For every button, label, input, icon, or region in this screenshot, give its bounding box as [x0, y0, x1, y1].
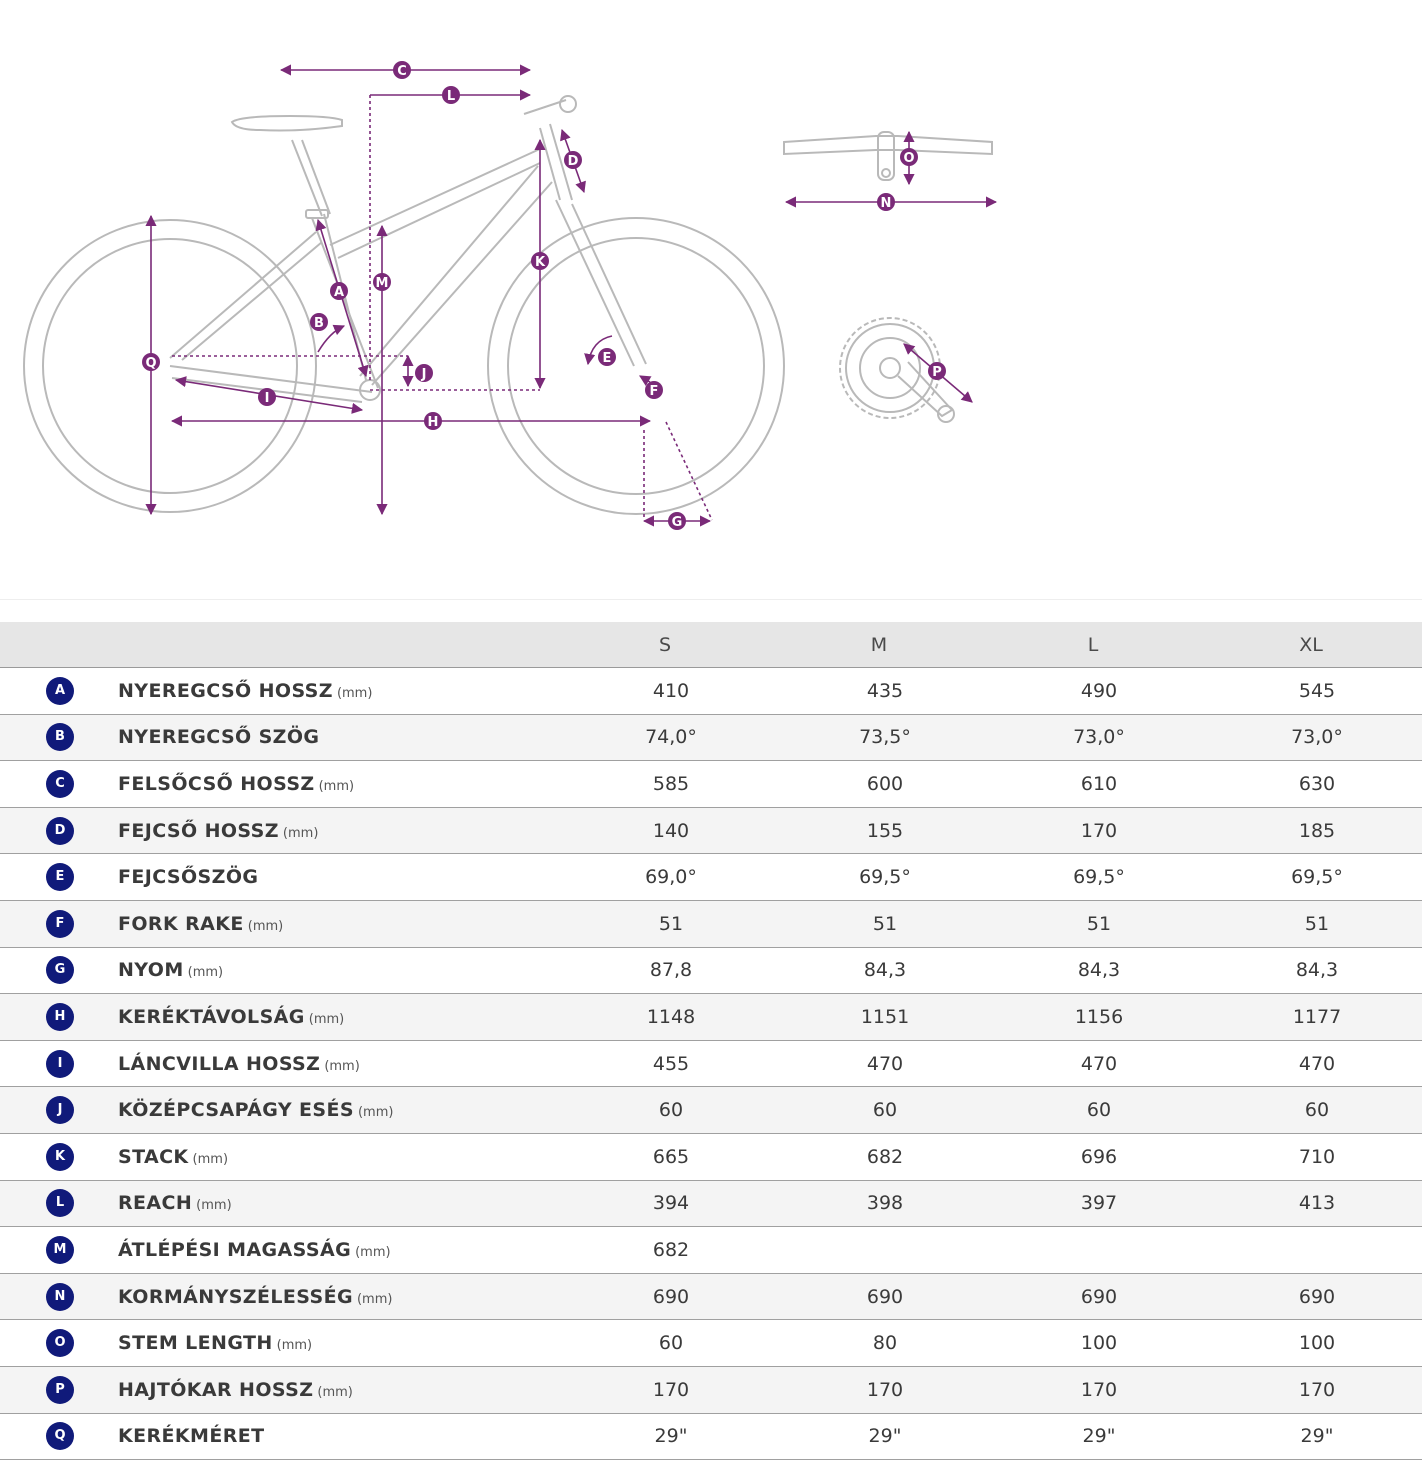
row-unit: (mm)	[276, 1338, 313, 1354]
row-code-badge: L	[46, 1189, 74, 1217]
value-cell-xl	[1200, 1320, 1422, 1367]
value-cell-l	[986, 1273, 1200, 1320]
row-name: NYEREGCSŐ SZÖG	[118, 726, 320, 749]
value-text: 69,0°	[645, 866, 697, 889]
row-code-badge: I	[46, 1050, 74, 1078]
value-text: 394	[652, 1192, 690, 1215]
row-name: KÖZÉPCSAPÁGY ESÉS	[118, 1099, 354, 1122]
value-text: 29"	[654, 1425, 688, 1448]
value-cell-s	[558, 668, 772, 715]
row-code-badge: P	[46, 1376, 74, 1404]
row-code-badge: M	[46, 1236, 74, 1264]
svg-text:C: C	[397, 64, 407, 79]
geometry-row	[0, 807, 1422, 854]
geometry-row	[0, 900, 1422, 947]
marker-k	[531, 252, 549, 270]
value-cell-xl	[1200, 1087, 1422, 1134]
value-cell-xl	[1200, 714, 1422, 761]
row-name-cell	[118, 1227, 558, 1274]
marker-f	[645, 381, 663, 399]
value-text: 60	[872, 1099, 898, 1122]
row-name-cell	[118, 1133, 558, 1180]
marker-o	[900, 148, 918, 166]
value-text: 690	[866, 1285, 904, 1308]
row-badge-cell	[0, 1133, 118, 1180]
row-name: KORMÁNYSZÉLESSÉG	[118, 1285, 353, 1308]
geometry-row	[0, 994, 1422, 1041]
value-cell-xl	[1200, 994, 1422, 1041]
row-name: FEJCSŐSZÖG	[118, 866, 259, 889]
row-unit: (mm)	[318, 778, 355, 794]
marker-b	[310, 313, 328, 331]
row-name-cell	[118, 761, 558, 808]
value-cell-xl	[1200, 1227, 1422, 1274]
value-cell-l	[986, 1180, 1200, 1227]
row-code-badge: N	[46, 1283, 74, 1311]
row-unit: (mm)	[356, 1291, 393, 1307]
row-name: NYOM	[118, 959, 184, 982]
value-text: 1156	[1074, 1005, 1124, 1028]
marker-h	[424, 412, 442, 430]
value-text: 696	[1080, 1145, 1118, 1168]
row-name: STACK	[118, 1145, 189, 1168]
value-text: 1177	[1292, 1005, 1342, 1028]
value-cell-xl	[1200, 1366, 1422, 1413]
row-name-cell	[118, 854, 558, 901]
geometry-row	[0, 947, 1422, 994]
value-cell-l	[986, 900, 1200, 947]
svg-text:I: I	[264, 391, 270, 406]
value-text: 585	[652, 772, 690, 795]
front-rim	[508, 238, 764, 494]
value-cell-xl	[1200, 1040, 1422, 1087]
size-header-xl: XL	[1200, 622, 1422, 668]
value-text: 69,5°	[1291, 866, 1343, 889]
row-badge-cell	[0, 1180, 118, 1227]
row-name: STEM LENGTH	[118, 1332, 273, 1355]
value-cell-l	[986, 1087, 1200, 1134]
row-code-badge: B	[46, 723, 74, 751]
value-text: 1148	[646, 1005, 696, 1028]
row-code-badge: K	[46, 1143, 74, 1171]
svg-text:N: N	[880, 196, 892, 211]
line-g-ref2	[666, 422, 712, 520]
value-cell-s	[558, 947, 772, 994]
value-text: 682	[866, 1145, 904, 1168]
row-badge-cell	[0, 1087, 118, 1134]
svg-text:Q: Q	[145, 356, 157, 371]
row-name: ÁTLÉPÉSI MAGASSÁG	[118, 1238, 352, 1261]
row-unit: (mm)	[192, 1151, 229, 1167]
marker-d	[564, 151, 582, 169]
saddle	[232, 116, 342, 131]
value-text: 60	[1304, 1099, 1330, 1122]
value-cell-xl	[1200, 1413, 1422, 1460]
row-unit: (mm)	[187, 965, 224, 981]
row-badge-cell	[0, 1413, 118, 1460]
geometry-row	[0, 1413, 1422, 1460]
value-cell-m	[772, 714, 986, 761]
row-badge-cell	[0, 854, 118, 901]
marker-a	[330, 282, 348, 300]
value-text: 610	[1080, 772, 1118, 795]
value-text: 84,3	[1295, 959, 1339, 982]
value-text: 60	[1086, 1099, 1112, 1122]
value-cell-m	[772, 1413, 986, 1460]
row-code-badge: G	[46, 956, 74, 984]
marker-i	[258, 388, 276, 406]
row-name-cell	[118, 807, 558, 854]
value-cell-m	[772, 1040, 986, 1087]
value-text: 84,3	[863, 959, 907, 982]
value-text: 73,0°	[1291, 726, 1343, 749]
value-text: 73,0°	[1073, 726, 1125, 749]
svg-text:H: H	[427, 415, 439, 430]
row-name: FELSŐCSŐ HOSSZ	[118, 772, 315, 795]
value-text: 690	[1080, 1285, 1118, 1308]
bike-outline	[24, 96, 784, 514]
row-name: KERÉKMÉRET	[118, 1425, 265, 1448]
marker-j	[415, 364, 433, 382]
value-text: 435	[866, 679, 904, 702]
header-spacer	[0, 622, 118, 668]
row-code-badge: Q	[46, 1422, 74, 1450]
value-text: 60	[658, 1099, 684, 1122]
value-text: 100	[1298, 1332, 1336, 1355]
value-text: 413	[1298, 1192, 1336, 1215]
row-code-badge: E	[46, 863, 74, 891]
value-cell-s	[558, 1040, 772, 1087]
value-cell-m	[772, 1227, 986, 1274]
value-text: 170	[1080, 819, 1118, 842]
row-code-badge: A	[46, 677, 74, 705]
svg-text:G: G	[671, 515, 683, 530]
svg-text:O: O	[903, 151, 915, 166]
value-text: 665	[652, 1145, 690, 1168]
geometry-row	[0, 714, 1422, 761]
row-badge-cell	[0, 668, 118, 715]
row-name-cell	[118, 1180, 558, 1227]
row-unit: (mm)	[247, 918, 284, 934]
row-badge-cell	[0, 807, 118, 854]
value-cell-l	[986, 761, 1200, 808]
size-header-row	[0, 622, 1422, 668]
row-badge-cell	[0, 1366, 118, 1413]
value-text: 690	[652, 1285, 690, 1308]
geometry-row	[0, 1133, 1422, 1180]
value-cell-xl	[1200, 1133, 1422, 1180]
marker-m	[373, 273, 391, 291]
row-name-cell	[118, 1366, 558, 1413]
svg-text:B: B	[314, 316, 324, 331]
value-cell-l	[986, 1227, 1200, 1274]
row-name: HAJTÓKAR HOSSZ	[118, 1378, 314, 1401]
row-code-badge: D	[46, 817, 74, 845]
row-name-cell	[118, 994, 558, 1041]
geometry-row	[0, 668, 1422, 715]
value-text: 80	[872, 1332, 898, 1355]
value-text: 51	[1086, 912, 1112, 935]
head-tube	[540, 128, 560, 200]
value-cell-xl	[1200, 807, 1422, 854]
marker-e	[598, 348, 616, 366]
value-text: 470	[1080, 1052, 1118, 1075]
value-cell-s	[558, 1366, 772, 1413]
value-cell-s	[558, 854, 772, 901]
row-name: FEJCSŐ HOSSZ	[118, 819, 279, 842]
row-badge-cell	[0, 900, 118, 947]
svg-text:M: M	[375, 276, 389, 291]
value-cell-l	[986, 1040, 1200, 1087]
value-cell-s	[558, 1227, 772, 1274]
value-cell-s	[558, 714, 772, 761]
geometry-table	[0, 622, 1422, 1460]
value-cell-s	[558, 994, 772, 1041]
header-spacer-name	[118, 622, 558, 668]
value-cell-m	[772, 900, 986, 947]
line-f	[640, 376, 650, 382]
value-text: 51	[658, 912, 684, 935]
value-text: 470	[1298, 1052, 1336, 1075]
geometry-row	[0, 1087, 1422, 1134]
row-name-cell	[118, 947, 558, 994]
geometry-row	[0, 1273, 1422, 1320]
value-cell-m	[772, 668, 986, 715]
row-name: LÁNCVILLA HOSSZ	[118, 1052, 321, 1075]
value-cell-xl	[1200, 668, 1422, 715]
row-badge-cell	[0, 1227, 118, 1274]
value-cell-m	[772, 1180, 986, 1227]
fork-blade	[556, 200, 634, 366]
handlebar-topview	[784, 132, 992, 180]
value-text: 545	[1298, 679, 1336, 702]
chainstay	[170, 366, 372, 392]
row-name-cell	[118, 1413, 558, 1460]
value-text: 170	[1080, 1378, 1118, 1401]
value-cell-s	[558, 1413, 772, 1460]
row-badge-cell	[0, 1273, 118, 1320]
value-cell-s	[558, 807, 772, 854]
value-cell-xl	[1200, 854, 1422, 901]
value-text: 490	[1080, 679, 1118, 702]
value-text: 73,5°	[859, 726, 911, 749]
svg-text:E: E	[602, 351, 612, 366]
row-name: REACH	[118, 1192, 193, 1215]
fork-blade-inner	[572, 204, 646, 364]
value-cell-xl	[1200, 947, 1422, 994]
row-unit: (mm)	[282, 825, 319, 841]
value-cell-s	[558, 1087, 772, 1134]
value-text: 455	[652, 1052, 690, 1075]
value-text: 470	[866, 1052, 904, 1075]
row-name: NYEREGCSŐ HOSSZ	[118, 679, 333, 702]
geometry-row	[0, 761, 1422, 808]
value-cell-m	[772, 947, 986, 994]
value-cell-xl	[1200, 1273, 1422, 1320]
value-cell-m	[772, 1133, 986, 1180]
measure-lines	[151, 70, 996, 521]
top-tube-inner	[338, 163, 540, 258]
value-text: 84,3	[1077, 959, 1121, 982]
row-unit: (mm)	[336, 685, 373, 701]
svg-text:F: F	[649, 384, 659, 399]
row-name-cell	[118, 714, 558, 761]
row-name-cell	[118, 900, 558, 947]
value-cell-l	[986, 994, 1200, 1041]
value-text: 170	[1298, 1378, 1336, 1401]
handlebar-end	[560, 96, 576, 112]
marker-g	[668, 512, 686, 530]
row-unit: (mm)	[357, 1105, 394, 1121]
value-cell-l	[986, 1133, 1200, 1180]
value-text: 170	[866, 1378, 904, 1401]
value-text: 155	[866, 819, 904, 842]
size-header-s: S	[558, 622, 772, 668]
row-unit: (mm)	[317, 1384, 353, 1400]
value-text: 1151	[860, 1005, 910, 1028]
size-header-l: L	[986, 622, 1200, 668]
value-text: 74,0°	[645, 726, 697, 749]
value-text: 69,5°	[859, 866, 911, 889]
value-text: 710	[1298, 1145, 1336, 1168]
value-text: 410	[652, 679, 690, 702]
value-text: 29"	[1300, 1425, 1334, 1448]
row-badge-cell	[0, 947, 118, 994]
marker-l	[442, 86, 460, 104]
value-cell-s	[558, 1133, 772, 1180]
row-badge-cell	[0, 1320, 118, 1367]
value-text: 690	[1298, 1285, 1336, 1308]
row-badge-cell	[0, 761, 118, 808]
row-name: KERÉKTÁVOLSÁG	[118, 1005, 305, 1028]
value-text: 140	[652, 819, 690, 842]
row-code-badge: J	[46, 1096, 74, 1124]
value-cell-m	[772, 1320, 986, 1367]
geometry-row	[0, 1366, 1422, 1413]
value-cell-s	[558, 761, 772, 808]
row-name-cell	[118, 1040, 558, 1087]
row-name: FORK RAKE	[118, 912, 244, 935]
row-unit: (mm)	[308, 1011, 345, 1027]
value-text: 60	[658, 1332, 684, 1355]
value-text: 682	[652, 1238, 690, 1261]
value-cell-l	[986, 1320, 1200, 1367]
value-text: 51	[1304, 912, 1330, 935]
size-header-m: M	[772, 622, 986, 668]
value-text: 87,8	[649, 959, 693, 982]
row-code-badge: C	[46, 770, 74, 798]
row-unit: (mm)	[196, 1198, 232, 1214]
svg-text:D: D	[567, 154, 579, 169]
value-text: 630	[1298, 772, 1336, 795]
row-name-cell	[118, 1273, 558, 1320]
value-cell-m	[772, 761, 986, 808]
value-text: 600	[866, 772, 904, 795]
value-cell-xl	[1200, 1180, 1422, 1227]
measure-labels	[142, 61, 946, 530]
svg-text:J: J	[421, 367, 427, 382]
geometry-row	[0, 854, 1422, 901]
down-tube-inner	[360, 166, 538, 376]
row-name-cell	[118, 668, 558, 715]
value-text: 29"	[1082, 1425, 1116, 1448]
row-code-badge: O	[46, 1329, 74, 1357]
value-cell-l	[986, 947, 1200, 994]
value-cell-m	[772, 1087, 986, 1134]
value-cell-l	[986, 668, 1200, 715]
value-cell-m	[772, 994, 986, 1041]
geometry-row	[0, 1227, 1422, 1274]
value-cell-s	[558, 1180, 772, 1227]
row-unit: (mm)	[324, 1058, 360, 1074]
row-name-cell	[118, 1320, 558, 1367]
value-cell-s	[558, 1320, 772, 1367]
svg-text:K: K	[534, 255, 546, 270]
value-cell-l	[986, 854, 1200, 901]
row-badge-cell	[0, 1040, 118, 1087]
marker-c	[393, 61, 411, 79]
geometry-row	[0, 1040, 1422, 1087]
value-text: 29"	[868, 1425, 902, 1448]
svg-text:P: P	[932, 365, 942, 380]
marker-q	[142, 353, 160, 371]
value-cell-s	[558, 1273, 772, 1320]
row-badge-cell	[0, 714, 118, 761]
value-cell-s	[558, 900, 772, 947]
divider	[0, 599, 1422, 600]
svg-text:A: A	[333, 285, 345, 300]
value-cell-l	[986, 1413, 1200, 1460]
bike-geometry-diagram	[0, 0, 1422, 600]
value-text: 69,5°	[1073, 866, 1125, 889]
value-cell-m	[772, 1273, 986, 1320]
marker-p	[928, 362, 946, 380]
value-text: 398	[866, 1192, 904, 1215]
row-name-cell	[118, 1087, 558, 1134]
row-badge-cell	[0, 994, 118, 1041]
value-text: 100	[1080, 1332, 1118, 1355]
value-text: 51	[872, 912, 898, 935]
geometry-row	[0, 1320, 1422, 1367]
value-text: 170	[652, 1378, 690, 1401]
value-cell-xl	[1200, 900, 1422, 947]
row-code-badge: F	[46, 910, 74, 938]
marker-n	[877, 193, 895, 211]
value-text: 397	[1080, 1192, 1118, 1215]
row-unit: (mm)	[355, 1244, 391, 1260]
row-code-badge: H	[46, 1003, 74, 1031]
value-cell-l	[986, 1366, 1200, 1413]
value-cell-xl	[1200, 761, 1422, 808]
value-cell-m	[772, 854, 986, 901]
value-cell-m	[772, 1366, 986, 1413]
value-cell-l	[986, 807, 1200, 854]
value-text: 185	[1298, 819, 1336, 842]
value-cell-l	[986, 714, 1200, 761]
geometry-row	[0, 1180, 1422, 1227]
svg-text:L: L	[446, 89, 456, 104]
value-cell-m	[772, 807, 986, 854]
